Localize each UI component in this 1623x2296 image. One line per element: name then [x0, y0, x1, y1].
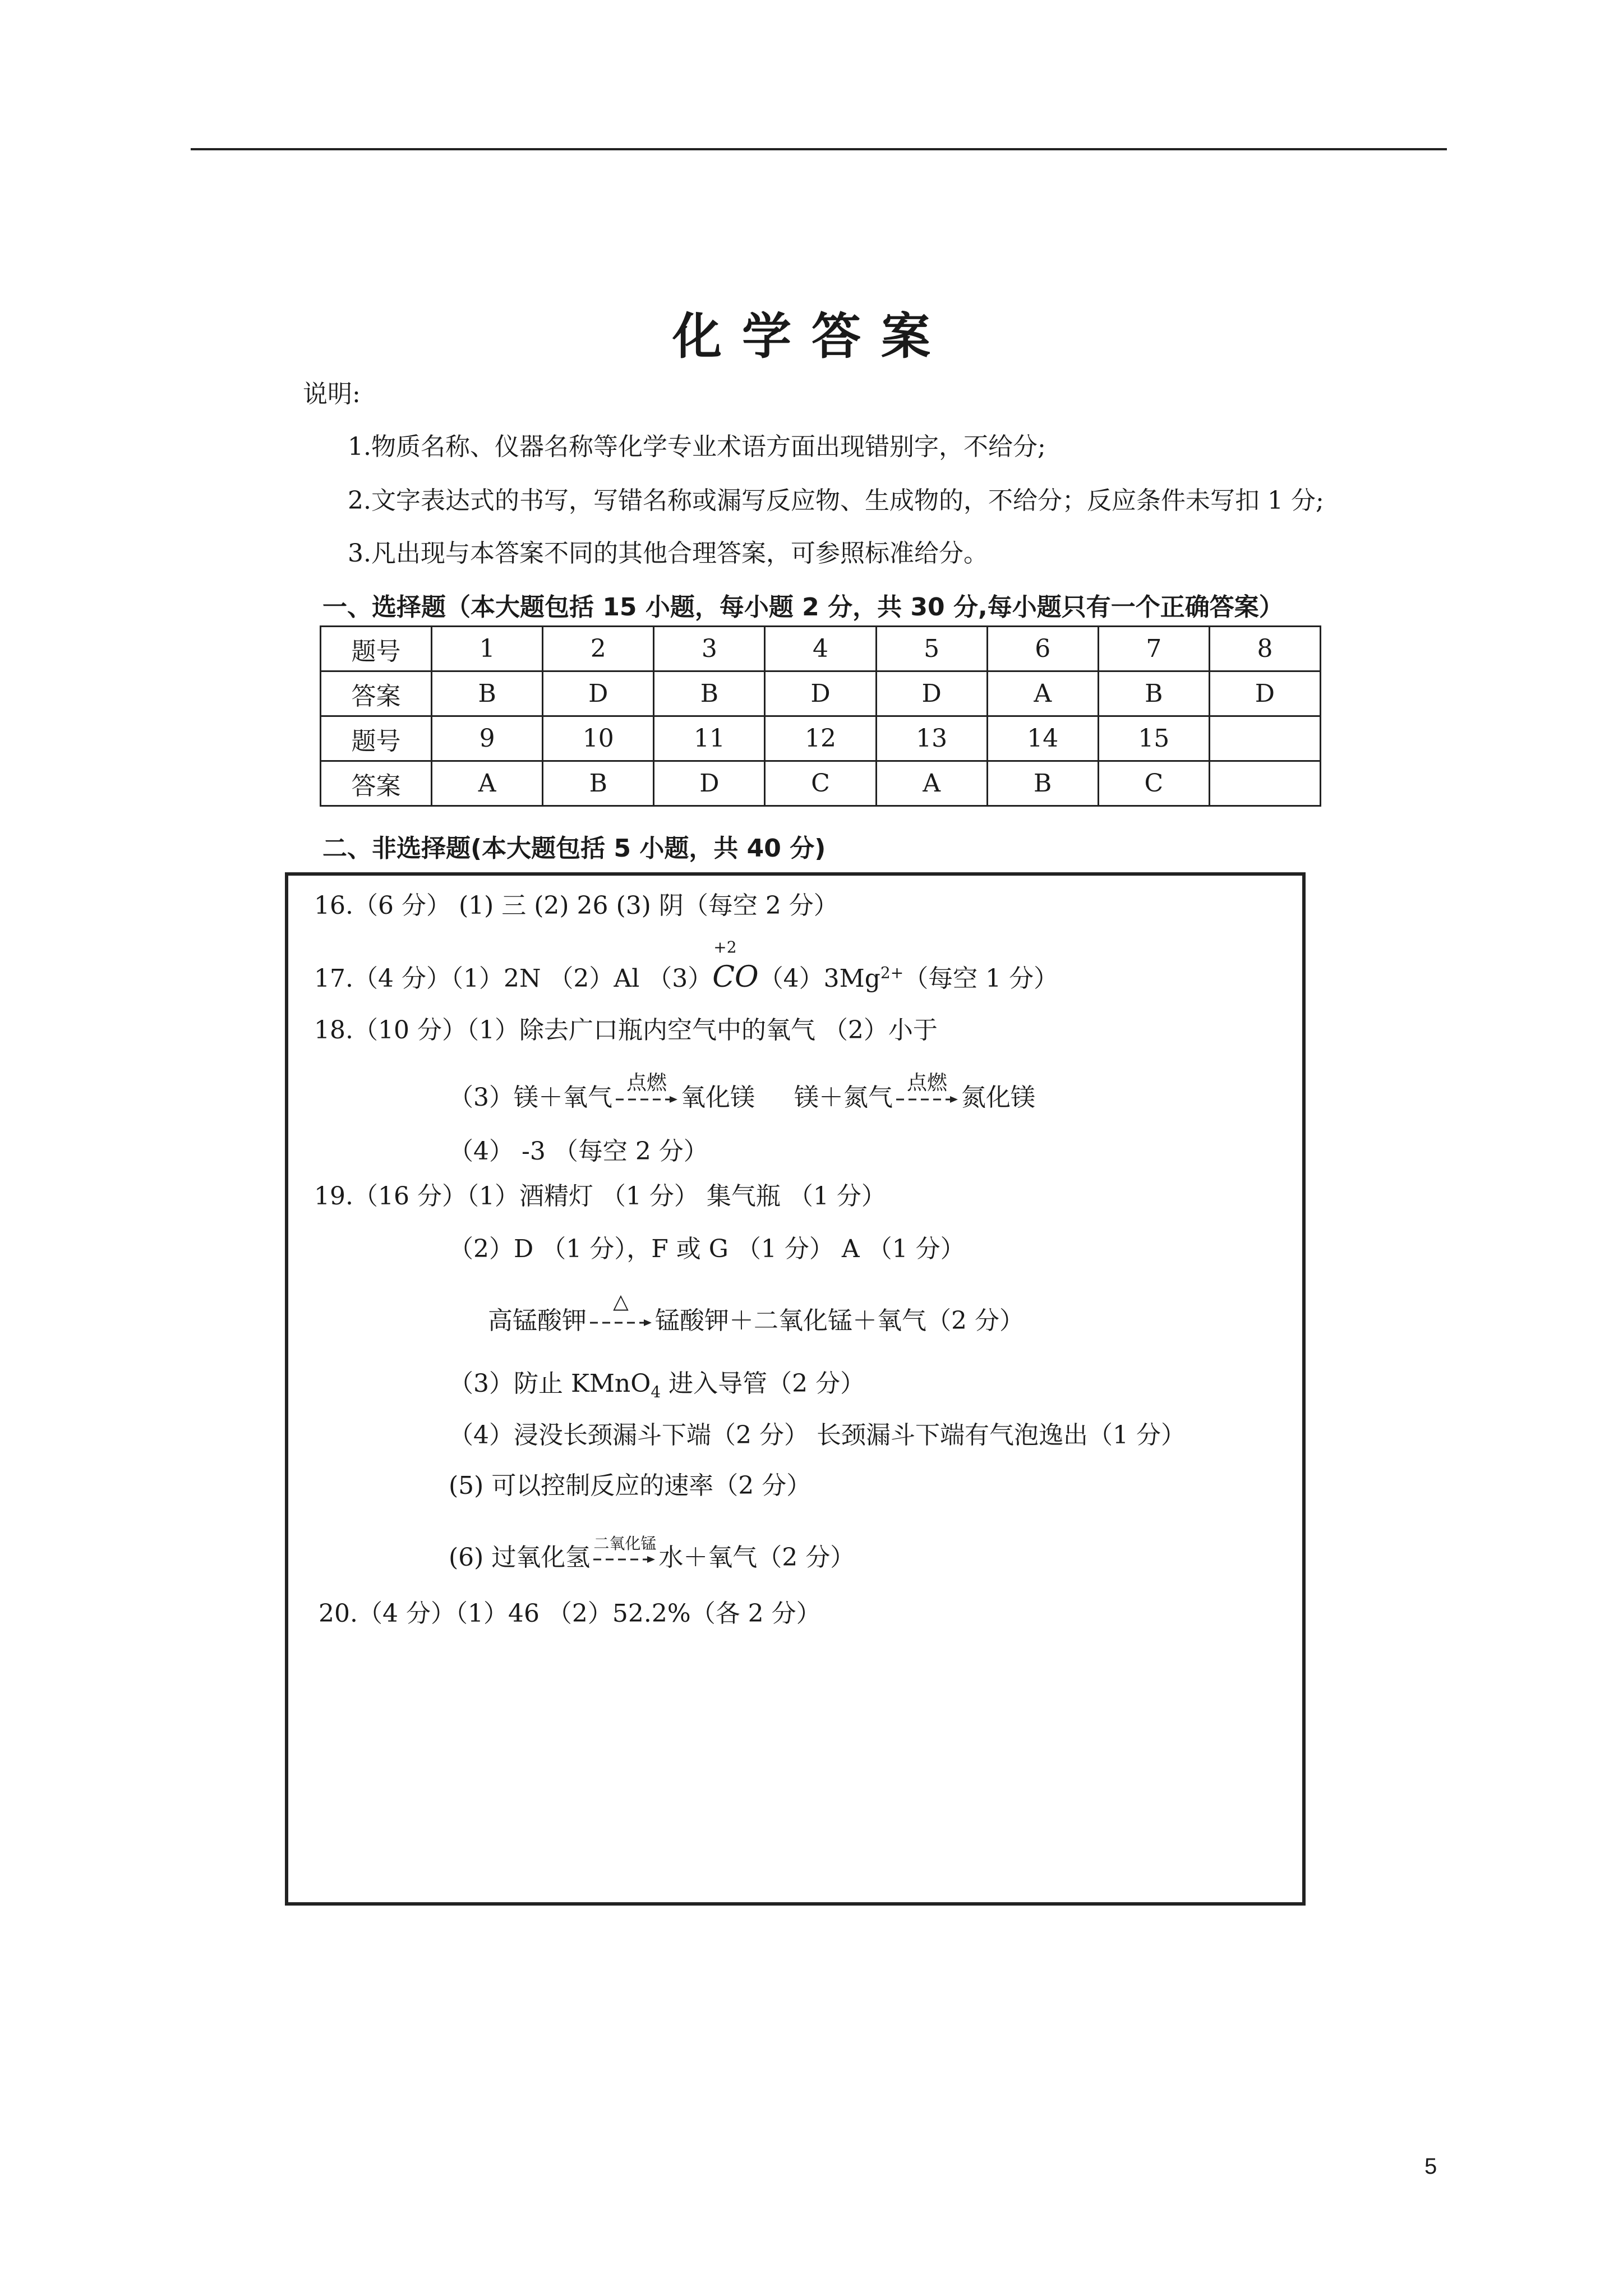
q17-tail-post: （每空 1 分）	[903, 964, 1059, 993]
q17-head: 17.（4 分）（1）2N （2）Al （3）	[314, 964, 713, 993]
table-cell: 10	[543, 716, 654, 761]
subscript: 4	[651, 1382, 661, 1401]
notes-heading: 说明:	[303, 380, 361, 408]
reaction-arrow	[593, 1534, 657, 1564]
table-cell: D	[543, 671, 654, 716]
table-cell: 6	[987, 627, 1098, 671]
table-cell: 1	[432, 627, 543, 671]
q17-answer	[314, 938, 1059, 994]
table-cell: A	[987, 671, 1098, 716]
q19-line-6: (5) 可以控制反应的速率（2 分）	[449, 1471, 811, 1500]
q19-l7-products: 水＋氧气（2 分）	[658, 1543, 855, 1572]
section-1-title: 一、选择题（本大题包括 15 小题，每小题 2 分，共 30 分,每小题只有一个正确答案）	[322, 593, 1284, 622]
q19-line-5: （4）浸没长颈漏斗下端（2 分） 长颈漏斗下端有气泡逸出（1 分）	[449, 1421, 1186, 1450]
arrow-icon	[593, 1555, 655, 1564]
valence-label: +2	[713, 938, 737, 956]
table-cell: 9	[432, 716, 543, 761]
q19-products: 锰酸钾＋二氧化锰＋氧气（2 分）	[655, 1306, 1024, 1335]
q19-line-4	[449, 1363, 865, 1401]
q17-tail-pre: （4）3Mg	[758, 964, 880, 993]
table-cell: 答案	[321, 761, 432, 806]
condition-label: 点燃	[626, 1071, 667, 1094]
q19-line-3	[488, 1290, 1024, 1336]
table-cell: B	[654, 671, 765, 716]
header-rule	[191, 148, 1447, 150]
q18-product-a: 氧化镁	[681, 1083, 755, 1112]
charge-label: 2+	[880, 963, 904, 982]
table-cell: B	[987, 761, 1098, 806]
condition-label: △	[613, 1290, 629, 1313]
section-2-title: 二、非选择题(本大题包括 5 小题，共 40 分)	[322, 834, 826, 863]
arrow-icon	[896, 1095, 958, 1104]
table-cell: 题号	[321, 627, 432, 671]
table-cell: 8	[1209, 627, 1320, 671]
table-cell: D	[876, 671, 987, 716]
table-cell: C	[1098, 761, 1209, 806]
table-cell: D	[1209, 671, 1320, 716]
arrow-icon	[590, 1318, 652, 1327]
table-cell: B	[543, 761, 654, 806]
q19-reactant: 高锰酸钾	[488, 1306, 587, 1335]
table-cell: A	[876, 761, 987, 806]
q19-l4-pre: （3）防止 KMnO	[449, 1369, 651, 1398]
table-cell: D	[654, 761, 765, 806]
page-title: 化学答案	[672, 307, 951, 365]
q18-product-b: 氮化镁	[961, 1083, 1035, 1112]
table-cell: 13	[876, 716, 987, 761]
table-cell: 2	[543, 627, 654, 671]
q18-reactants-a: （3）镁＋氧气	[449, 1083, 612, 1112]
table-cell: 14	[987, 716, 1098, 761]
reaction-arrow	[896, 1071, 958, 1104]
table-cell: 12	[765, 716, 876, 761]
reaction-arrow	[590, 1290, 652, 1327]
table-cell: 4	[765, 627, 876, 671]
table-cell: D	[765, 671, 876, 716]
table-cell: 15	[1098, 716, 1209, 761]
note-1: 1.物质名称、仪器名称等化学专业术语方面出现错别字，不给分;	[348, 432, 1046, 461]
q19-l4-post: 进入导管（2 分）	[661, 1369, 865, 1398]
table-cell: 答案	[321, 671, 432, 716]
co-text: CO	[712, 960, 759, 994]
answer-table	[320, 625, 1321, 807]
condition-label: 点燃	[906, 1071, 947, 1094]
co-formula	[712, 938, 759, 994]
arrow-icon	[616, 1095, 677, 1104]
reaction-arrow	[616, 1071, 677, 1104]
q18-line-3: （4） -3 （每空 2 分）	[449, 1137, 708, 1166]
q20-answer: 20.（4 分）（1）46 （2）52.2%（各 2 分）	[319, 1599, 821, 1628]
table-row	[321, 761, 1321, 806]
q19-line-7	[449, 1534, 855, 1573]
table-cell	[1209, 761, 1320, 806]
table-cell: B	[1098, 671, 1209, 716]
q18-reactants-b: 镁＋氮气	[794, 1083, 893, 1112]
q19-line-2: （2）D （1 分），F 或 G （1 分） A （1 分）	[449, 1235, 965, 1263]
table-cell: 5	[876, 627, 987, 671]
table-row	[321, 716, 1321, 761]
q16-answer: 16.（6 分） (1) 三 (2) 26 (3) 阴（每空 2 分）	[314, 891, 838, 920]
table-row	[321, 627, 1321, 671]
table-cell: B	[432, 671, 543, 716]
note-3: 3.凡出现与本答案不同的其他合理答案，可参照标准给分。	[348, 539, 988, 568]
table-cell	[1209, 716, 1320, 761]
q19-line-1: 19.（16 分）（1）酒精灯 （1 分） 集气瓶 （1 分）	[314, 1182, 886, 1211]
table-row	[321, 671, 1321, 716]
table-cell: 11	[654, 716, 765, 761]
q18-line-1: 18.（10 分）（1）除去广口瓶内空气中的氧气 （2）小于	[314, 1016, 938, 1045]
q18-line-2	[449, 1071, 1035, 1113]
page-number: 5	[1424, 2154, 1437, 2179]
note-2: 2.文字表达式的书写，写错名称或漏写反应物、生成物的，不给分；反应条件未写扣 1 分;	[348, 486, 1324, 515]
table-cell: 题号	[321, 716, 432, 761]
table-cell: C	[765, 761, 876, 806]
table-cell: A	[432, 761, 543, 806]
table-cell: 3	[654, 627, 765, 671]
condition-label: 二氧化锰	[593, 1534, 657, 1553]
q19-l7-reactant: (6) 过氧化氢	[449, 1543, 591, 1572]
table-cell: 7	[1098, 627, 1209, 671]
